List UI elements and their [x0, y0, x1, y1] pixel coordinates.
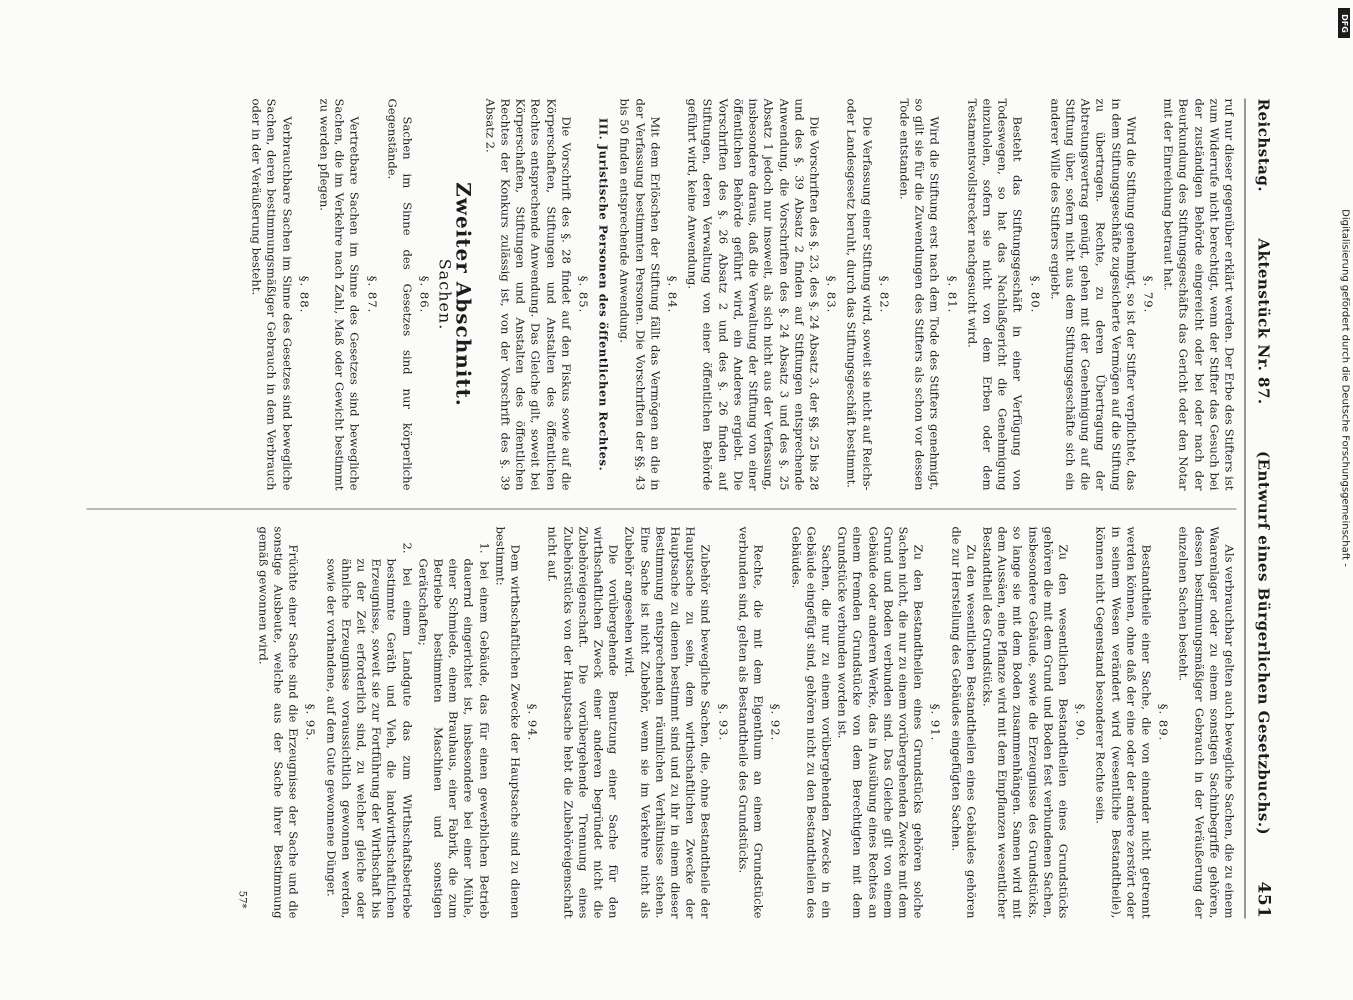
chapter-title: Zweiter Abschnitt.: [451, 182, 476, 407]
section-number: §. 93.: [716, 703, 731, 742]
paragraph: Die Vorschriften des §. 23, des §. 24 Absatz 3, der §§. 25 bis 28 und des §. 39 Absatz 2 finden auf Stiftungen entsprechende Anwendung, die Vorschriften des §. 24 Absatz 3 und des §. 25 Absatz 1 jedoch nur insoweit, als sich nicht aus der Verfassung, insbesondere daraus, daß die Verwaltung der Stiftung von einer öffentlichen Behörde geführt wird, ein Anderes ergiebt. Die Vorschriften des §. 26 Absatz 2 und des §. 26 finden auf Stiftungen, deren Verwaltung von einer öffentlichen Behörde geführt wird, keine Anwendung.: [685, 98, 822, 491]
paragraph: Mit dem Erlöschen der Stiftung fällt das Vermögen an die in der Verfassung bestimmten Personen. Die Vorschriften der §§. 43 bis 50 finden entsprechende Anwendung.: [617, 98, 663, 491]
paragraph: ruf nur dieser gegenüber erklärt werden. Der Erbe des Stifters ist zum Widerrufe nicht berechtigt, wenn der Stifter das Gesuch bei der zuständigen Behörde eingereicht oder bei oder nach der Beurkundung des Stiftungsgeschäfts das Gericht oder den Notar mit der Einreichung betraut hat.: [1161, 98, 1237, 491]
paragraph: Besteht das Stiftungsgeschäft in einer Verfügung von Todeswegen, so hat das Nachlaßgericht die Genehmigung einzuholen, sofern sie nicht von dem Erben oder dem Testamentsvollstrecker nachgesucht wird.: [965, 98, 1025, 491]
paragraph: Bestandtheile einer Sache, die von einander nicht getrennt werden können, ohne daß der eine oder der andere zerstört oder in seinem Wesen verändert wird (wesentliche Bestandtheile), können nicht Gegenstand besonderer Rechte sein.: [1093, 526, 1154, 919]
dfg-logo: DFG: [1338, 8, 1350, 38]
paragraph: Sachen im Sinne des Gesetzes sind nur körperliche Gegenstände.: [385, 98, 415, 491]
paragraph: Verbrauchbare Sachen im Sinne des Gesetzes sind bewegliche Sachen, deren bestimmungsmäßiger Gebrauch in dem Verbrauch oder in der Veräußerung besteht.: [249, 98, 295, 491]
section-number: §. 89.: [1156, 703, 1171, 742]
paragraph: Sachen, die nur zu einem vorübergehenden Zwecke in ein Gebäude eingefügt sind, gehören nicht zu den Bestandtheilen des Gebäudes.: [789, 526, 834, 919]
section-number: §. 84.: [665, 275, 680, 314]
section-title: III. Juristische Personen des öffentlichen Rechtes.: [596, 117, 611, 472]
sheet-signature: 57*: [236, 890, 248, 909]
paragraph: Dem wirthschaftlichen Zwecke der Hauptsache sind zu dienen bestimmt:: [493, 526, 523, 919]
section-number: §. 85.: [576, 275, 591, 314]
paragraph: Zu den wesentlichen Bestandtheilen eines Grundstücks gehören die mit dem Grund und Boden fest verbundenen Sachen, insbesondere Gebäude, sowie die Erzeugnisse des Grundstücks, so lange sie mit dem Boden zusammenhängen. Samen wird mit dem Aussäen, eine Pflanze wird mit dem Einpflanzen wesentlicher Bestandtheil des Grundstücks.: [980, 526, 1071, 919]
paragraph: Die Vorschrift des §. 28 findet auf den Fiskus sowie auf die Körperschaften, Stiftungen und Anstalten des öffentlichen Rechtes entsprechende Anwendung. Das Gleiche gilt, soweit bei Körperschaften, Stiftungen und Anstalten des öffentlichen Rechtes der Konkurs zulässig ist, von der Vorschrift des §. 39 Absatz 2.: [483, 98, 574, 491]
paragraph: Die Verfassung einer Stiftung wird, soweit sie nicht auf Reichs- oder Landesgesetz beruht, durch das Stiftungsgeschäft bestimmt.: [844, 98, 875, 491]
page-header: [1249, 99, 1279, 919]
funding-note: Digitalisierung gefördert durch die Deutsche Forschungsgemeinschaft -: [1339, 209, 1351, 567]
paragraph: Wird die Stiftung erst nach dem Tode des Stifters genehmigt, so gilt sie für die Zuwendungen des Stifters als schon vor dessen Tode entstanden.: [897, 98, 942, 491]
paragraph: Als verbrauchbar gelten auch bewegliche Sachen, die zu einem Waarenlager oder zu einem sonstigen Sachinbegriffe gehören, dessen bestimmungsmäßiger Gebrauch in der Veräußerung der einzelnen Sachen besteht.: [1176, 526, 1237, 919]
column-divider: [87, 509, 1237, 510]
section-number: §. 92.: [768, 703, 783, 742]
paragraph: Früchte einer Sache sind die Erzeugnisse der Sache und die sonstige Ausbeute, welche aus der Sache ihrer Bestimmung gemäß gewonnen wird.: [256, 526, 301, 919]
header-rule: [1245, 99, 1246, 919]
section-number: §. 83.: [824, 275, 839, 314]
list-item: 1. bei einem Gebäude, das für einen gewerblichen Betrieb dauernd eingerichtet ist, insbesondere bei einer Mühle, einer Schmiede, einem Brauhaus, einer Fabrik, die zum Betriebe bestimmten Maschinen und sonstigen Gerätschaften;: [416, 542, 492, 919]
paragraph: Vertretbare Sachen im Sinne des Gesetzes sind bewegliche Sachen, die im Verkehre nach Zahl, Maß oder Gewicht bestimmt zu werden pflegen.: [317, 98, 362, 491]
paragraph: Zubehör sind bewegliche Sachen, die, ohne Bestandtheile der Hauptsache zu sein, dem wirthschaftlichen Zwecke der Hauptsache zu dienen bestimmt sind und zu ihr in einem dieser Bestimmung entsprechenden räumlichen Verhältnisse stehen. Eine Sache ist nicht Zubehör, wenn sie im Verkehre nicht als Zubehör angesehen wird.: [622, 526, 713, 919]
paragraph: Die vorübergehende Benutzung einer Sache für den wirthschaftlichen Zweck einer anderen begründet nicht die Zubehöreigenschaft. Die vorübergehende Trennung eines Zubehörstücks von der Hauptsache hebt die Zubehöreigenschaft nicht auf.: [545, 526, 621, 919]
chapter-subtitle: Sachen.: [435, 258, 455, 331]
section-number: §. 86.: [417, 275, 432, 314]
header-right: (Entwurf eines Bürgerlichen Gesetzbuchs.): [1254, 451, 1273, 836]
header-left: Reichstag.: [1254, 98, 1273, 193]
left-column: [87, 99, 1237, 491]
section-number: §. 87.: [365, 275, 380, 314]
paragraph: Wird die Stiftung genehmigt, so ist der Stifter verpflichtet, das in dem Stiftungsgeschäfte zugesicherte Vermögen auf die Stiftung zu übertragen. Rechte, zu deren Übertragung der Abtretungsvertrag genügt, gehen mit der Genehmigung auf die Stiftung über, sofern nicht aus dem Stiftungsgeschäfte sich ein anderer Wille des Stifters ergiebt.: [1048, 98, 1139, 491]
paragraph: Zu den wesentlichen Bestandtheilen eines Gebäudes gehören die zur Herstellung des Gebäudes eingefügten Sachen.: [949, 526, 979, 919]
section-number: §. 81.: [945, 275, 960, 314]
section-number: §. 79.: [1141, 275, 1156, 314]
right-column: [87, 527, 1237, 919]
paragraph: Zu den Bestandtheilen eines Grundstücks gehören solche Sachen nicht, die nur zu einem vorübergehenden Zwecke mit dem Grund und Boden verbunden sind. Das Gleiche gilt von einem Gebäude oder anderen Werke, das in Ausübung eines Rechtes an einem fremden Grundstücke von dem Berechtigten mit dem Grundstücke verbunden worden ist.: [835, 526, 926, 919]
digitization-margin: [1338, 8, 1352, 1000]
section-number: §. 80.: [1028, 275, 1043, 314]
page-number: 451: [1253, 881, 1274, 919]
section-number: §. 95.: [303, 703, 318, 742]
list-item: 2. bei einem Landgute das zum Wirthschaftsbetriebe bestimmte Geräth und Vieh, die landwirthschaftlichen Erzeugnisse, soweit sie zur Fortführung der Wirthschaft bis zu der Zeit erforderlich sind, zu welcher gleiche oder ähnliche Erzeugnisse voraussichtlich gewonnen werden, sowie der vorhandene, auf dem Gute gewonnene Dünger.: [324, 542, 415, 919]
section-number: §. 90.: [1073, 703, 1088, 742]
section-number: §. 88.: [297, 275, 312, 314]
paragraph: Rechte, die mit dem Eigenthum an einem Grundstücke verbunden sind, gelten als Bestandtheile des Grundstücks.: [736, 526, 766, 919]
section-number: §. 94.: [525, 703, 540, 742]
section-number: §. 91.: [928, 703, 943, 742]
header-center: Aktenstück Nr. 87.: [1254, 238, 1273, 405]
rotated-document-page: [74, 99, 1279, 919]
section-number: §. 82.: [877, 275, 892, 314]
